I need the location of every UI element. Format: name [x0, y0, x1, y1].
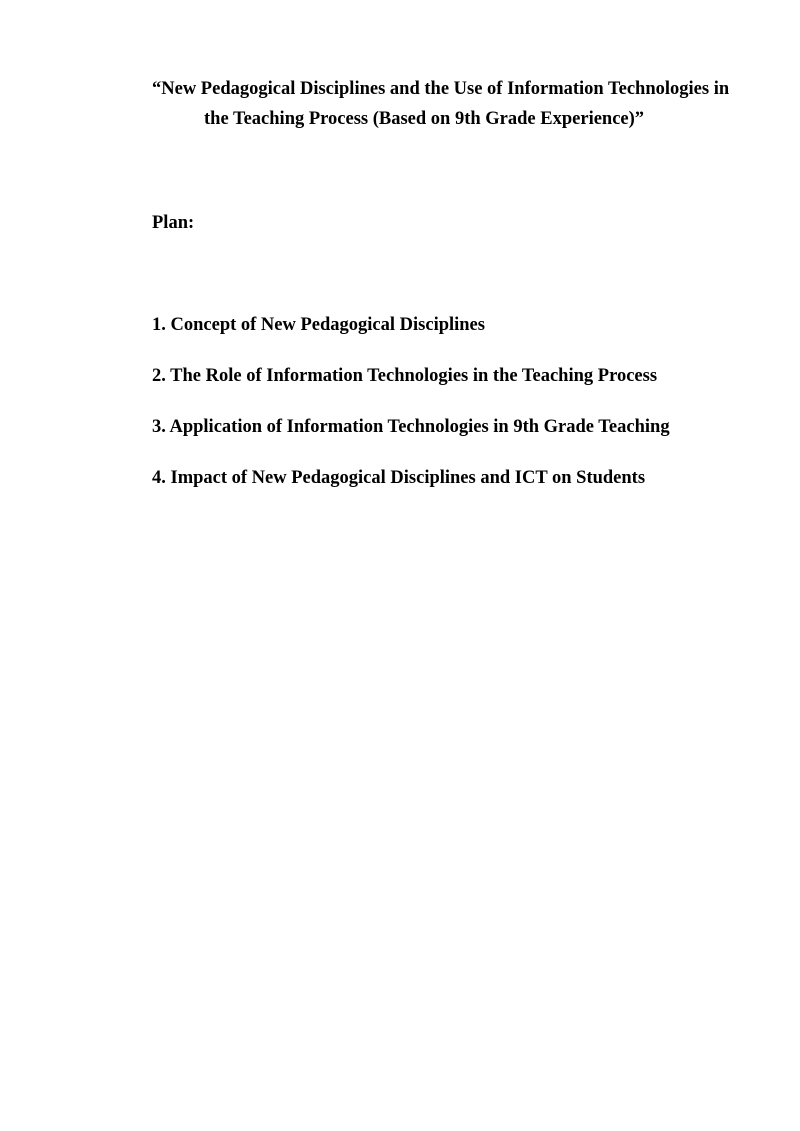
- plan-heading: Plan:: [152, 213, 195, 233]
- plan-item-3: 3. Application of Information Technologies in 9th Grade Teaching: [152, 417, 670, 437]
- plan-item-4: 4. Impact of New Pedagogical Disciplines and ICT on Students: [152, 468, 646, 488]
- plan-item-2: 2. The Role of Information Technologies in the Teaching Process: [152, 366, 658, 386]
- title-line-2: the Teaching Process (Based on 9th Grade Experience)”: [204, 109, 645, 129]
- document-title: [152, 74, 752, 134]
- plan-item-1: 1. Concept of New Pedagogical Disciplines: [152, 315, 485, 335]
- title-line-1: “New Pedagogical Disciplines and the Use of Information Technologies in: [152, 79, 730, 99]
- plan-list: [152, 313, 670, 517]
